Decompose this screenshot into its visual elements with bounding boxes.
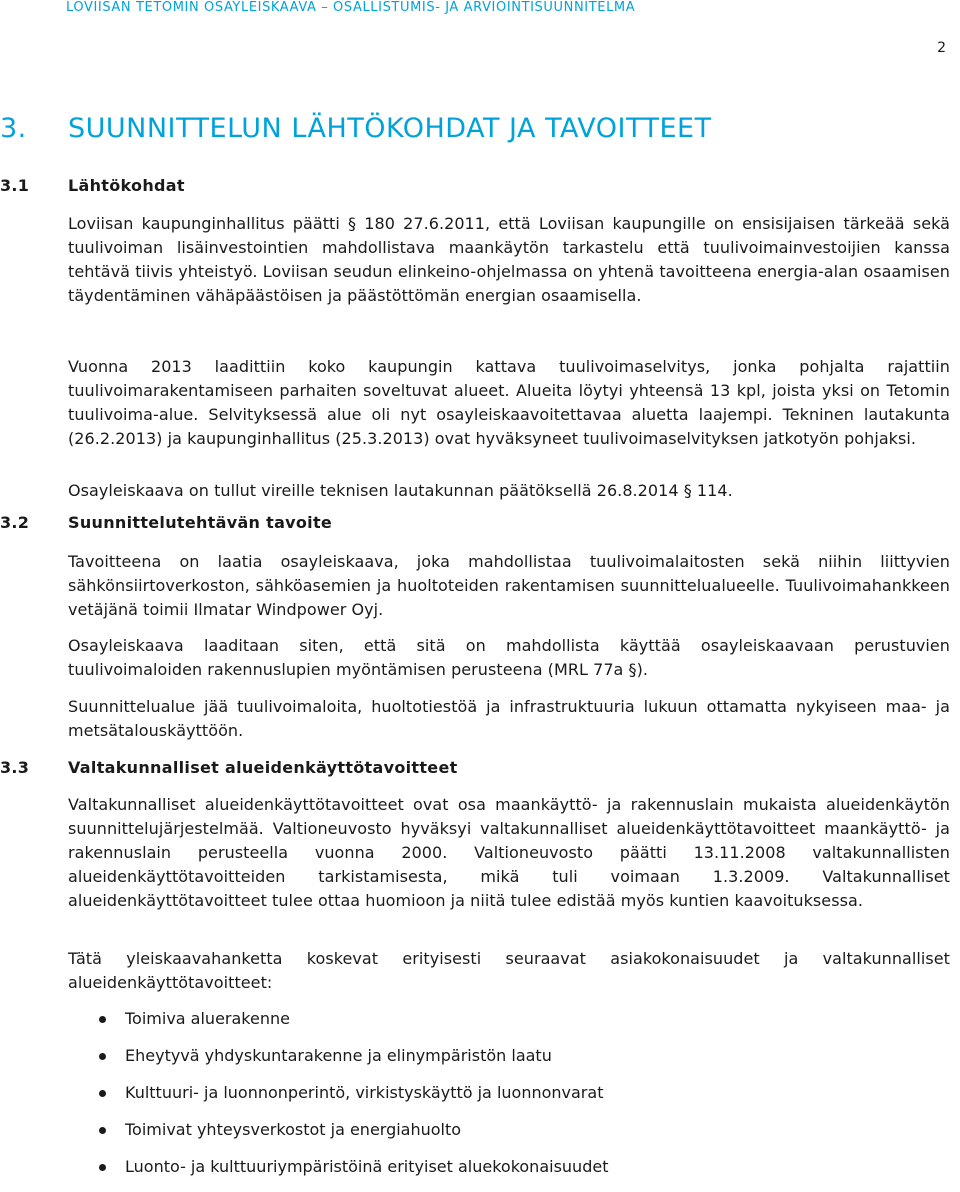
page-number: 2	[937, 40, 946, 56]
bullet-icon	[99, 1090, 106, 1097]
paragraph: Suunnittelualue jää tuulivoimaloita, huoltotiestöä ja infrastruktuuria lukuun ottamatta nykyiseen maa- ja metsätalouskäyttöön.	[68, 697, 950, 740]
paragraph: Tavoitteena on laatia osayleiskaava, joka mahdollistaa tuulivoimalaitosten sekä niihin liittyvien sähkönsiirtoverkoston, sähköasemien ja huoltoteiden rakentamisen suunnittelualueelle. Tuulivoimahankkeen vetäjänä toimii Ilmatar Windpower Oyj.	[68, 552, 950, 619]
bullet-icon	[99, 1164, 106, 1171]
paragraph: Tätä yleiskaavahanketta koskevat erityisesti seuraavat asiakokonaisuudet ja valtakunnalliset alueidenkäyttötavoitteet:	[68, 949, 950, 992]
section-3-2-number: 3.2	[0, 513, 30, 532]
paragraph: Loviisan kaupunginhallitus päätti § 180 27.6.2011, että Loviisan kaupungille on ensisijaisen tärkeää sekä tuulivoiman lisäinvestointien mahdollistava maankäytön tarkastelu että tuulivoimainvestoijien kanssa tehtävä tiivis yhteistyö. Loviisan seudun elinkeino-ohjelmassa on yhtenä tavoitteena energia-alan osaamisen täydentäminen vähäpäästöisen ja päästöttömän energian osaamisella.	[68, 214, 950, 305]
list-item-label: Toimivat yhteysverkostot ja energiahuolto	[125, 1120, 462, 1139]
running-header: LOVIISAN TETOMIN OSAYLEISKAAVA – OSALLISTUMIS- JA ARVIOINTISUUNNITELMA	[66, 0, 636, 15]
section-3-1-title: Lähtökohdat	[68, 176, 185, 195]
paragraph: Osayleiskaava laaditaan siten, että sitä on mahdollista käyttää osayleiskaavaan perustuvien tuulivoimaloiden rakennuslupien myöntämisen perusteena (MRL 77a §).	[68, 636, 950, 679]
section-3-3-number: 3.3	[0, 758, 30, 777]
section-3-title: SUUNNITTELUN LÄHTÖKOHDAT JA TAVOITTEET	[68, 113, 712, 144]
list-item-label: Eheytyvä yhdyskuntarakenne ja elinympäristön laatu	[125, 1046, 552, 1065]
list-item-label: Luonto- ja kulttuuriympäristöinä erityiset aluekokonaisuudet	[125, 1157, 609, 1176]
section-3-3-title: Valtakunnalliset alueidenkäyttötavoitteet	[68, 758, 458, 777]
section-3-number: 3.	[0, 113, 27, 144]
bullet-icon	[99, 1016, 106, 1023]
bullet-icon	[99, 1127, 106, 1134]
paragraph: Vuonna 2013 laadittiin koko kaupungin kattava tuulivoimaselvitys, jonka pohjalta rajattiin tuulivoimarakentamiseen parhaiten soveltuvat alueet. Alueita löytyi yhteensä 13 kpl, joista yksi on Tetomin tuulivoima-alue. Selvityksessä alue oli nyt osayleiskaavoitettavaa aluetta laajempi. Tekninen lautakunta (26.2.2013) ja kaupunginhallitus (25.3.2013) ovat hyväksyneet tuulivoimaselvityksen jatkotyön pohjaksi.	[68, 357, 950, 448]
section-3-1-number: 3.1	[0, 176, 30, 195]
paragraph: Osayleiskaava on tullut vireille teknisen lautakunnan päätöksellä 26.8.2014 § 114.	[68, 481, 733, 500]
list-item-label: Toimiva aluerakenne	[125, 1009, 290, 1028]
paragraph: Valtakunnalliset alueidenkäyttötavoitteet ovat osa maankäyttö- ja rakennuslain mukaista alueidenkäytön suunnittelujärjestelmää. Valtioneuvosto hyväksyi valtakunnalliset alueidenkäyttötavoitteet maankäyttö- ja rakennuslain perusteella vuonna 2000. Valtioneuvosto päätti 13.11.2008 valtakunnallisten alueidenkäyttötavoitteiden tarkistamisesta, mikä tuli voimaan 1.3.2009. Valtakunnalliset alueidenkäyttötavoitteet tulee ottaa huomioon ja niitä tulee edistää myös kuntien kaavoituksessa.	[68, 795, 950, 910]
section-3-2-title: Suunnittelutehtävän tavoite	[68, 513, 333, 532]
bullet-icon	[99, 1053, 106, 1060]
list-item-label: Kulttuuri- ja luonnonperintö, virkistyskäyttö ja luonnonvarat	[125, 1083, 604, 1102]
